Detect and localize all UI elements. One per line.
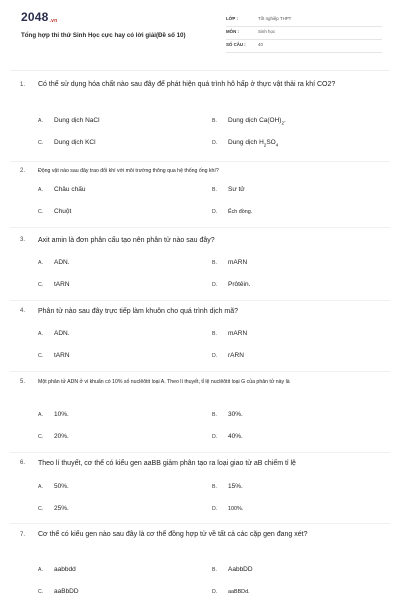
option-letter: B. bbox=[212, 331, 217, 337]
option-text: tARN bbox=[54, 352, 70, 359]
question-divider bbox=[10, 227, 390, 228]
option-letter: A. bbox=[38, 484, 43, 490]
option-letter: A. bbox=[38, 412, 43, 418]
info-label: SỐ CÂU : bbox=[226, 42, 246, 47]
site-logo[interactable] bbox=[21, 10, 57, 24]
option-text: aaBBDd. bbox=[228, 589, 250, 595]
option-text: ADN. bbox=[54, 259, 70, 266]
logo-suffix: .vn bbox=[49, 18, 58, 24]
option-c[interactable] bbox=[38, 281, 70, 288]
option-letter: D. bbox=[212, 282, 218, 288]
option-letter: C. bbox=[38, 282, 44, 288]
option-a[interactable] bbox=[38, 411, 69, 418]
option-letter: A. bbox=[38, 567, 43, 573]
option-text: Sư tử bbox=[228, 186, 245, 193]
option-text: tARN bbox=[54, 281, 70, 288]
option-text-tail: SO bbox=[266, 139, 276, 146]
option-letter: D. bbox=[212, 140, 218, 146]
option-letter: C. bbox=[38, 353, 44, 359]
option-letter: D. bbox=[212, 353, 218, 359]
option-text: Ếch đồng. bbox=[228, 209, 253, 215]
option-text: 30%. bbox=[228, 411, 243, 418]
option-letter: A. bbox=[38, 187, 43, 193]
option-a[interactable] bbox=[38, 186, 85, 193]
option-text: Prôtêin. bbox=[228, 281, 251, 288]
question-number: 4. bbox=[20, 308, 26, 314]
option-subscript: 2 bbox=[281, 120, 284, 126]
option-c[interactable] bbox=[38, 352, 70, 359]
option-b[interactable] bbox=[212, 259, 247, 266]
info-label: MÔN : bbox=[226, 29, 239, 34]
header-divider bbox=[10, 70, 390, 71]
option-d[interactable] bbox=[212, 281, 250, 288]
option-letter: B. bbox=[212, 484, 217, 490]
option-text: Châu chấu bbox=[54, 186, 86, 193]
option-text: Dung dịch NaCl bbox=[54, 117, 100, 124]
option-letter: B. bbox=[212, 260, 217, 266]
option-a[interactable] bbox=[38, 566, 76, 573]
question-number: 5. bbox=[20, 379, 26, 385]
option-letter: D. bbox=[212, 589, 218, 595]
option-letter: B. bbox=[212, 187, 217, 193]
option-b[interactable] bbox=[212, 483, 243, 490]
option-letter: D. bbox=[212, 506, 218, 512]
option-c[interactable] bbox=[38, 208, 71, 215]
question-text: Một phân tử ADN ở vi khuẩn có 10% số nuclêôtit loại A. Theo lí thuyết, tỉ lệ nuclêôtit loại G của phân tử này là bbox=[38, 379, 290, 385]
document-title: Tổng hợp thi thử Sinh Học cực hay có lời giải(Đề số 10) bbox=[21, 32, 186, 39]
option-text: Dung dịch H bbox=[228, 139, 264, 146]
option-letter: D. bbox=[212, 209, 218, 215]
question-number: 1. bbox=[20, 82, 26, 88]
question-divider bbox=[10, 452, 390, 453]
option-letter: C. bbox=[38, 589, 44, 595]
question-text: Phân tử nào sau đây trực tiếp làm khuôn cho quá trình dịch mã? bbox=[38, 308, 239, 315]
option-d[interactable] bbox=[212, 589, 250, 595]
question-text: Động vật nào sau đây trao đổi khí với môi trường thông qua hệ thống ống khí? bbox=[38, 168, 219, 174]
option-d[interactable] bbox=[212, 433, 243, 440]
option-subscript: 4 bbox=[275, 142, 279, 148]
info-value: 40 bbox=[258, 42, 263, 47]
question-text: Axit amin là đơn phân cấu tạo nên phân tử nào sau đây? bbox=[38, 237, 215, 244]
question-divider bbox=[10, 371, 390, 372]
question-text: Có thể sử dụng hóa chất nào sau đây để phát hiện quá trình hô hấp ở thực vật thải ra khí CO2? bbox=[38, 81, 336, 88]
info-row-subject bbox=[226, 27, 382, 40]
option-c[interactable] bbox=[38, 505, 69, 512]
option-text: 25%. bbox=[54, 505, 69, 512]
option-d[interactable] bbox=[212, 352, 244, 359]
info-value: Sinh học bbox=[258, 29, 276, 34]
info-table bbox=[226, 14, 382, 53]
question-divider bbox=[10, 523, 390, 524]
document-header bbox=[0, 0, 400, 66]
option-b[interactable] bbox=[212, 566, 253, 573]
option-text: Chuột bbox=[54, 208, 72, 215]
question-divider bbox=[10, 300, 390, 301]
option-text: Dung dịch KCl bbox=[54, 139, 96, 146]
option-d[interactable] bbox=[212, 506, 243, 512]
option-letter: D. bbox=[212, 434, 218, 440]
option-b[interactable] bbox=[212, 186, 245, 193]
option-text: 50%. bbox=[54, 483, 69, 490]
option-letter: B. bbox=[212, 118, 217, 124]
info-value: Tốt nghiệp THPT bbox=[258, 16, 292, 21]
option-letter: A. bbox=[38, 260, 43, 266]
option-letter: B. bbox=[212, 412, 217, 418]
info-row-count bbox=[226, 40, 382, 53]
option-d[interactable] bbox=[212, 209, 252, 215]
option-text: 10%. bbox=[54, 411, 69, 418]
question-number: 7. bbox=[20, 532, 26, 538]
option-a[interactable] bbox=[38, 483, 69, 490]
question-number: 3. bbox=[20, 237, 26, 243]
option-letter: C. bbox=[38, 209, 44, 215]
info-row-class bbox=[226, 14, 382, 27]
question-text: Cơ thể có kiểu gen nào sau đây là cơ thể đồng hợp tử về tất cả các cặp gen đang xét? bbox=[38, 531, 308, 538]
option-subscript: 2 bbox=[263, 142, 267, 148]
option-c[interactable] bbox=[38, 433, 69, 440]
option-letter: C. bbox=[38, 506, 44, 512]
option-b[interactable] bbox=[212, 411, 243, 418]
logo-text: 2048 bbox=[21, 10, 49, 24]
option-a[interactable] bbox=[38, 259, 70, 266]
option-c[interactable] bbox=[38, 139, 96, 146]
option-b[interactable] bbox=[212, 117, 286, 125]
option-b[interactable] bbox=[212, 330, 247, 337]
option-letter: A. bbox=[38, 118, 43, 124]
option-text: 40%. bbox=[228, 433, 243, 440]
option-text: Dung dịch Ca(OH) bbox=[228, 117, 282, 124]
option-letter: A. bbox=[38, 331, 43, 337]
option-text-tail: . bbox=[284, 117, 286, 124]
question-number: 6. bbox=[20, 460, 26, 466]
option-text: 15%. bbox=[228, 483, 243, 490]
option-text: 100%. bbox=[228, 506, 244, 512]
option-c[interactable] bbox=[38, 588, 79, 595]
option-text: rARN bbox=[228, 352, 244, 359]
option-a[interactable] bbox=[38, 117, 100, 124]
option-letter: C. bbox=[38, 434, 44, 440]
option-letter: C. bbox=[38, 140, 44, 146]
question-divider bbox=[10, 161, 390, 162]
option-text: mARN bbox=[228, 259, 248, 266]
question-text: Theo lí thuyết, cơ thể có kiểu gen aaBB giảm phân tạo ra loại giao tử aB chiếm tỉ lệ bbox=[38, 460, 296, 467]
option-text: AabbDD bbox=[228, 566, 253, 573]
option-a[interactable] bbox=[38, 330, 70, 337]
option-letter: B. bbox=[212, 567, 217, 573]
option-text: ADN. bbox=[54, 330, 70, 337]
info-label: LỚP : bbox=[226, 16, 238, 21]
option-d[interactable] bbox=[212, 139, 278, 147]
option-text: 20%. bbox=[54, 433, 69, 440]
question-number: 2. bbox=[20, 168, 26, 174]
option-text: aabbdd bbox=[54, 566, 76, 573]
option-text: aaBbDD bbox=[54, 588, 79, 595]
option-text: mARN bbox=[228, 330, 248, 337]
